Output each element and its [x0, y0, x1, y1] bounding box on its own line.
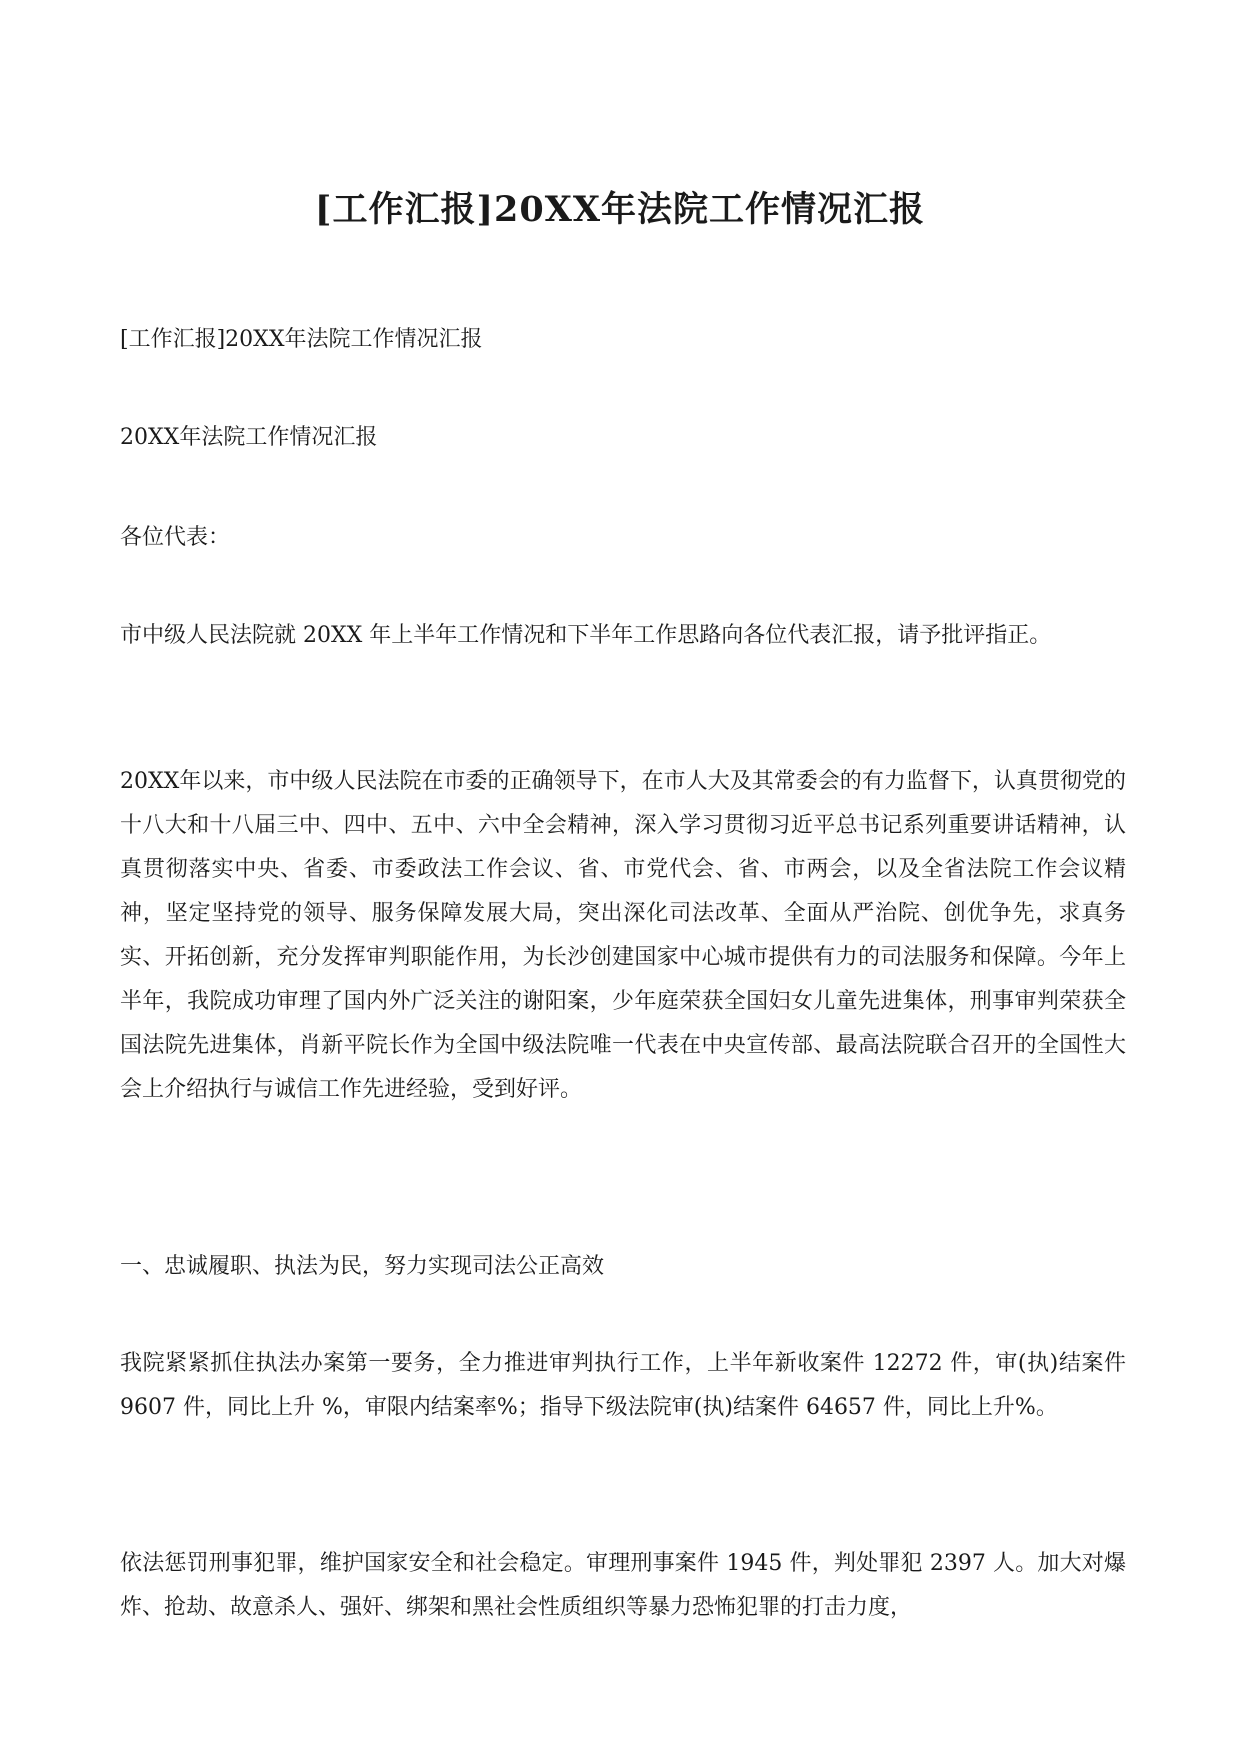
paragraph-salutation: 各位代表：	[120, 525, 231, 550]
section-heading-1: 一、忠诚履职、执法为民，努力实现司法公正高效	[120, 1254, 605, 1279]
paragraph-intro: 市中级人民法院就 20XX 年上半年工作情况和下半年工作思路向各位代表汇报，请予批评指正。	[120, 623, 1052, 648]
paragraph-overview: 20XX年以来，市中级人民法院在市委的正确领导下，在市人大及其常委会的有力监督下，认真贯彻党的十八大和十八届三中、四中、五中、六中全会精神，深入学习贯彻习近平总书记系列重要讲话精神，认真贯彻落实中央、省委、市委政法工作会议、省、市党代会、省、市两会，以及全省法院工作会议精神，坚定坚持党的领导、服务保障发展大局，突出深化司法改革、全面从严治院、创优争先，求真务实、开拓创新，充分发挥审判职能作用，为长沙创建国家中心城市提供有力的司法服务和保障。今年上半年，我院成功审理了国内外广泛关注的谢阳案，少年庭荣获全国妇女儿童先进集体，刑事审判荣获全国法院先进集体，肖新平院长作为全国中级法院唯一代表在中央宣传部、最高法院联合召开的全国性大会上介绍执行与诚信工作先进经验，受到好评。	[120, 769, 1126, 1102]
document-title: [工作汇报]20XX年法院工作情况汇报	[314, 189, 926, 230]
paragraph-criminal-cases: 依法惩罚刑事犯罪，维护国家安全和社会稳定。审理刑事案件 1945 件，判处罪犯 2397 人。加大对爆炸、抢劫、故意杀人、强奸、绑架和黑社会性质组织等暴力恐怖犯罪的打击力度，	[120, 1551, 1126, 1620]
paragraph-report-title: 20XX年法院工作情况汇报	[120, 425, 378, 450]
paragraph-subtitle: [工作汇报]20XX年法院工作情况汇报	[120, 327, 483, 352]
paragraph-case-statistics: 我院紧紧抓住执法办案第一要务，全力推进审判执行工作，上半年新收案件 12272 件，审(执)结案件 9607 件，同比上升 %，审限内结案率%；指导下级法院审(执)结案件 64657 件，同比上升%。	[120, 1351, 1126, 1420]
